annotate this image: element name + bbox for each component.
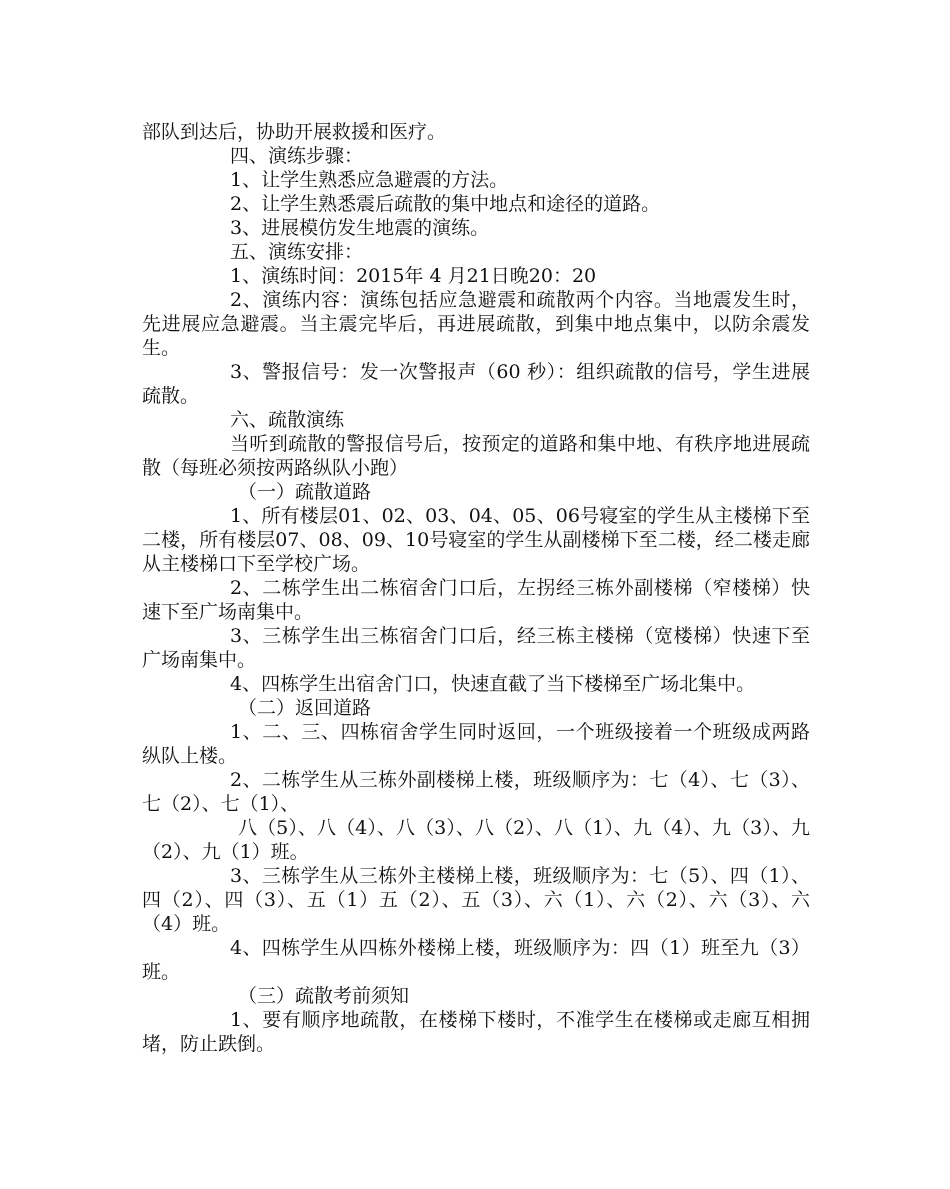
document-body bbox=[142, 120, 810, 1056]
section-heading-steps: 四、演练步骤： bbox=[230, 145, 364, 167]
step-item-1: 1、让学生熟悉应急避震的方法。 bbox=[230, 169, 509, 191]
subheading-evacuation-route: （一）疏散道路 bbox=[238, 481, 372, 503]
section-heading-arrangement: 五、演练安排： bbox=[230, 241, 364, 263]
paragraph-continuation: 部队到达后，协助开展救援和医疗。 bbox=[142, 121, 447, 143]
route-item-2: 2、二栋学生出二栋宿舍门口后，左拐经三栋外副楼梯（窄楼梯）快速下至广场南集中。 bbox=[142, 577, 810, 623]
return-item-2-continued: 八（5）、八（4）、八（3）、八（2）、八（1）、九（4）、九（3）、九（2）、九（1）班。 bbox=[142, 817, 810, 863]
arrangement-alarm: 3、警报信号：发一次警报声（60 秒）：组织疏散的信号，学生进展疏散。 bbox=[142, 361, 810, 407]
arrangement-time: 1、演练时间：2015年 4 月21日晚20：20 bbox=[230, 265, 597, 287]
section-heading-evacuation: 六、疏散演练 bbox=[230, 409, 345, 431]
note-item-1: 1、要有顺序地疏散，在楼梯下楼时，不准学生在楼梯或走廊互相拥堵，防止跌倒。 bbox=[142, 1009, 810, 1055]
subheading-return-route: （二）返回道路 bbox=[238, 697, 372, 719]
subheading-notes: （三）疏散考前须知 bbox=[238, 985, 410, 1007]
step-item-3: 3、进展模仿发生地震的演练。 bbox=[230, 217, 490, 239]
return-item-1: 1、二、三、四栋宿舍学生同时返回，一个班级接着一个班级成两路纵队上楼。 bbox=[142, 721, 810, 767]
return-item-3: 3、三栋学生从三栋外主楼梯上楼，班级顺序为：七（5）、四（1）、四（2）、四（3）、五（1）五（2）、五（3）、六（1）、六（2）、六（3）、六（4）班。 bbox=[142, 865, 810, 935]
step-item-2: 2、让学生熟悉震后疏散的集中地点和途径的道路。 bbox=[230, 193, 661, 215]
return-item-2: 2、二栋学生从三栋外副楼梯上楼，班级顺序为：七（4）、七（3）、七（2）、七（1）、 bbox=[142, 769, 810, 815]
route-item-1: 1、所有楼层01、02、03、04、05、06号寝室的学生从主楼梯下至二楼，所有楼层07、08、09、10号寝室的学生从副楼梯下至二楼，经二楼走廊从主楼梯口下至学校广场。 bbox=[142, 505, 810, 575]
route-item-4: 4、四栋学生出宿舍门口，快速直截了当下楼梯至广场北集中。 bbox=[230, 673, 756, 695]
return-item-4: 4、四栋学生从四栋外楼梯上楼，班级顺序为：四（1）班至九（3）班。 bbox=[142, 937, 810, 983]
route-item-3: 3、三栋学生出三栋宿舍门口后，经三栋主楼梯（宽楼梯）快速下至广场南集中。 bbox=[142, 625, 810, 671]
arrangement-content: 2、演练内容：演练包括应急避震和疏散两个内容。当地震发生时，先进展应急避震。当主震完毕后，再进展疏散，到集中地点集中，以防余震发生。 bbox=[142, 289, 810, 359]
evacuation-intro: 当听到疏散的警报信号后，按预定的道路和集中地、有秩序地进展疏散（每班必须按两路纵队小跑） bbox=[142, 433, 810, 479]
